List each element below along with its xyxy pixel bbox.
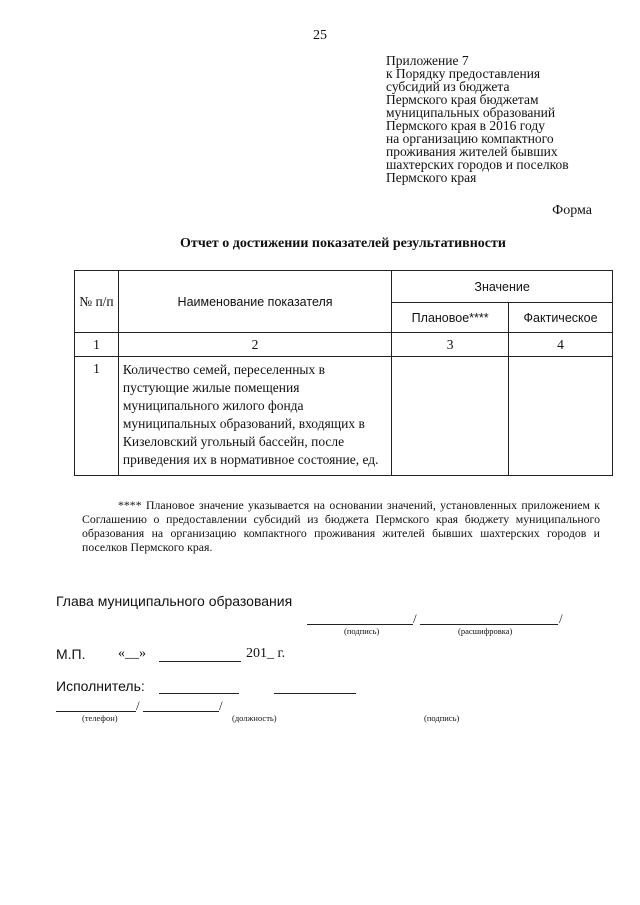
appendix-line: Пермского края в 2016 году — [386, 118, 545, 133]
page-number: 25 — [313, 28, 327, 43]
stamp-label: М.П. — [56, 646, 86, 662]
date-year: 201_ г. — [246, 646, 286, 661]
row-indicator-name: Количество семей, переселенных в пустующие жилые помещения муниципального жилого фонда муниципальных образований, входящих в Кизеловский угольный бассейн, после приведения их в нормативное состояние, ед. — [118, 357, 391, 476]
col-number-3: 3 — [392, 333, 509, 357]
header-value: Значение — [392, 271, 613, 303]
decoding-caption: (расшифровка) — [458, 626, 513, 636]
col-number-1: 1 — [75, 333, 119, 357]
col-number-4: 4 — [509, 333, 613, 357]
header-num: № п/п — [75, 271, 119, 333]
header-planned: Плановое**** — [392, 303, 509, 333]
row-num: 1 — [75, 357, 119, 476]
phone-caption: (телефон) — [82, 713, 118, 723]
appendix-block — [386, 54, 631, 184]
slash: / — [559, 611, 563, 626]
head-signature-line[interactable] — [307, 624, 413, 625]
form-label: Форма — [552, 203, 592, 218]
slash: / — [136, 698, 140, 713]
appendix-line: субсидий из бюджета — [386, 79, 510, 94]
indicators-table — [74, 270, 613, 476]
col-number-2: 2 — [118, 333, 391, 357]
executor-position-line[interactable] — [159, 693, 239, 694]
position-caption: (должность) — [232, 713, 277, 723]
head-label: Глава муниципального образования — [56, 593, 293, 609]
appendix-line: Пермского края — [386, 170, 477, 185]
header-name: Наименование показателя — [118, 271, 391, 333]
appendix-line: на организацию компактного — [386, 131, 554, 146]
executor-signature-caption: (подпись) — [424, 713, 460, 723]
appendix-line: к Порядку предоставления — [386, 66, 541, 81]
header-actual: Фактическое — [509, 303, 613, 333]
date-day: «__» — [118, 646, 146, 661]
executor-name-line[interactable] — [56, 711, 136, 712]
executor-label: Исполнитель: — [56, 678, 145, 694]
appendix-line: Пермского края бюджетам — [386, 92, 539, 107]
appendix-line: шахтерских городов и поселков — [386, 157, 569, 172]
footnote: **** Плановое значение указывается на основании значений, установленных приложением к Соглашению о предоставлении субсидий из бюджета Пермского края бюджету муниципального образования на организацию компактного проживания жителей бывших шахтерских городов и поселков Пермского края. — [82, 498, 600, 554]
executor-phone-line[interactable] — [143, 711, 219, 712]
table-row — [75, 357, 613, 476]
date-month-line[interactable] — [159, 661, 241, 662]
executor-signature-line[interactable] — [274, 693, 356, 694]
appendix-line: муниципальных образований — [386, 105, 556, 120]
report-title: Отчет о достижении показателей результативности — [180, 236, 506, 251]
slash: / — [219, 698, 223, 713]
signature-caption: (подпись) — [344, 626, 380, 636]
row-actual-value[interactable] — [509, 357, 613, 476]
appendix-line: Приложение 7 — [386, 53, 469, 68]
row-planned-value[interactable] — [392, 357, 509, 476]
appendix-line: проживания жителей бывших — [386, 144, 558, 159]
slash: / — [413, 611, 417, 626]
head-decoding-line[interactable] — [420, 624, 558, 625]
